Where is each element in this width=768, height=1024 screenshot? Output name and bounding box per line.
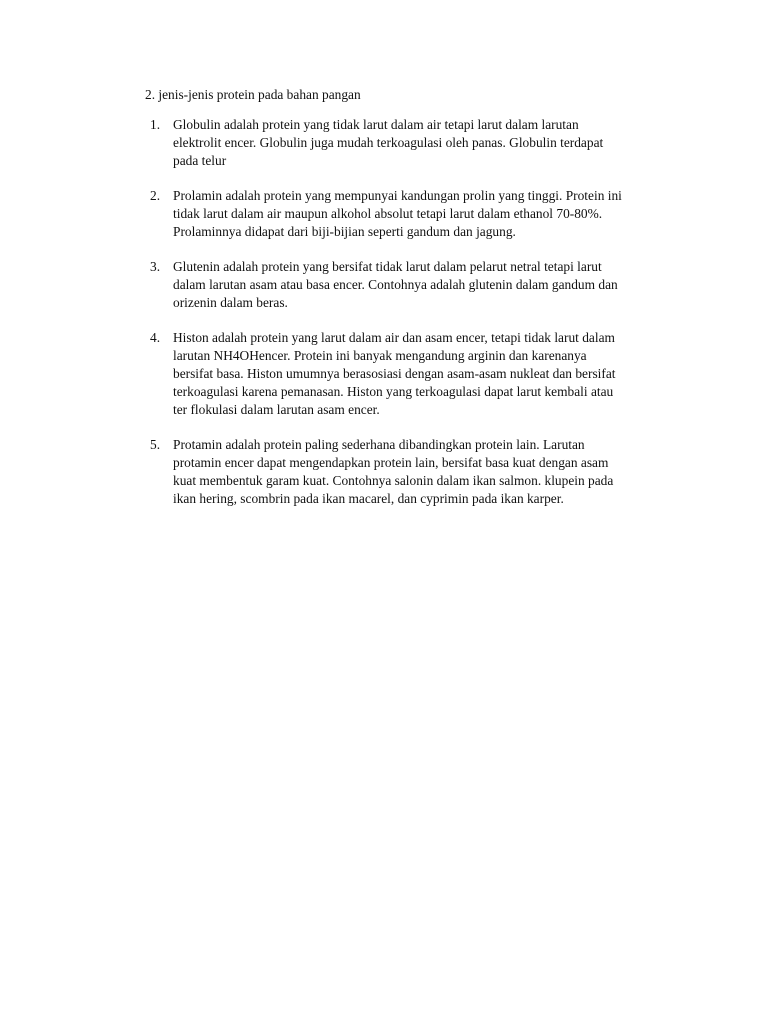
list-item-text-line: dalam larutan asam atau basa encer. Contohnya adalah glutenin dalam gandum dan [173,277,618,292]
list-item-text-line: bersifat basa. Histon umumnya berasosiasi dengan asam-asam nukleat dan bersifat [173,366,616,381]
list-item-text-line: Globulin adalah protein yang tidak larut dalam air tetapi larut dalam larutan [173,117,579,132]
list-item-text-line: elektrolit encer. Globulin juga mudah terkoagulasi oleh panas. Globulin terdapat [173,135,604,150]
list-item-number: 2. [150,188,161,203]
list-item-number: 4. [150,330,161,345]
list-item-globulin [150,116,670,170]
list-item-number: 1. [150,117,161,132]
list-item-text-line: terkoagulasi karena pemanasan. Histon yang terkoagulasi dapat larut kembali atau [173,384,614,399]
list-item-text-line: tidak larut dalam air maupun alkohol absolut tetapi larut dalam ethanol 70-80%. [173,206,603,221]
list-item-text-line: ikan hering, scombrin pada ikan macarel, dan cyprimin pada ikan karper. [173,491,564,506]
section-heading: 2. jenis-jenis protein pada bahan pangan [145,87,361,102]
list-item-histon [150,329,670,419]
list-item-text-line: ter flokulasi dalam larutan asam encer. [173,402,380,417]
list-item-text-line: Glutenin adalah protein yang bersifat tidak larut dalam pelarut netral tetapi larut [173,259,602,274]
list-item-text-line: kuat membentuk garam kuat. Contohnya salonin dalam ikan salmon. klupein pada [173,473,614,488]
list-item-text-line: Prolaminnya didapat dari biji-bijian seperti gandum dan jagung. [173,224,516,239]
list-item-text-line: Prolamin adalah protein yang mempunyai kandungan prolin yang tinggi. Protein ini [173,188,622,203]
list-item-protamin [150,436,670,508]
list-item-text-line: pada telur [173,153,227,168]
list-item-text-line: larutan NH4OHencer. Protein ini banyak mengandung arginin dan karenanya [173,348,587,363]
list-item-prolamin [150,187,670,241]
list-item-text-line: Protamin adalah protein paling sederhana dibandingkan protein lain. Larutan [173,437,585,452]
list-item-text-line: Histon adalah protein yang larut dalam air dan asam encer, tetapi tidak larut dalam [173,330,615,345]
list-item-number: 5. [150,437,161,452]
list-item-glutenin [150,258,670,312]
list-item-text-line: protamin encer dapat mengendapkan protein lain, bersifat basa kuat dengan asam [173,455,609,470]
protein-type-list [150,116,670,525]
list-item-number: 3. [150,259,161,274]
list-item-text-line: orizenin dalam beras. [173,295,288,310]
